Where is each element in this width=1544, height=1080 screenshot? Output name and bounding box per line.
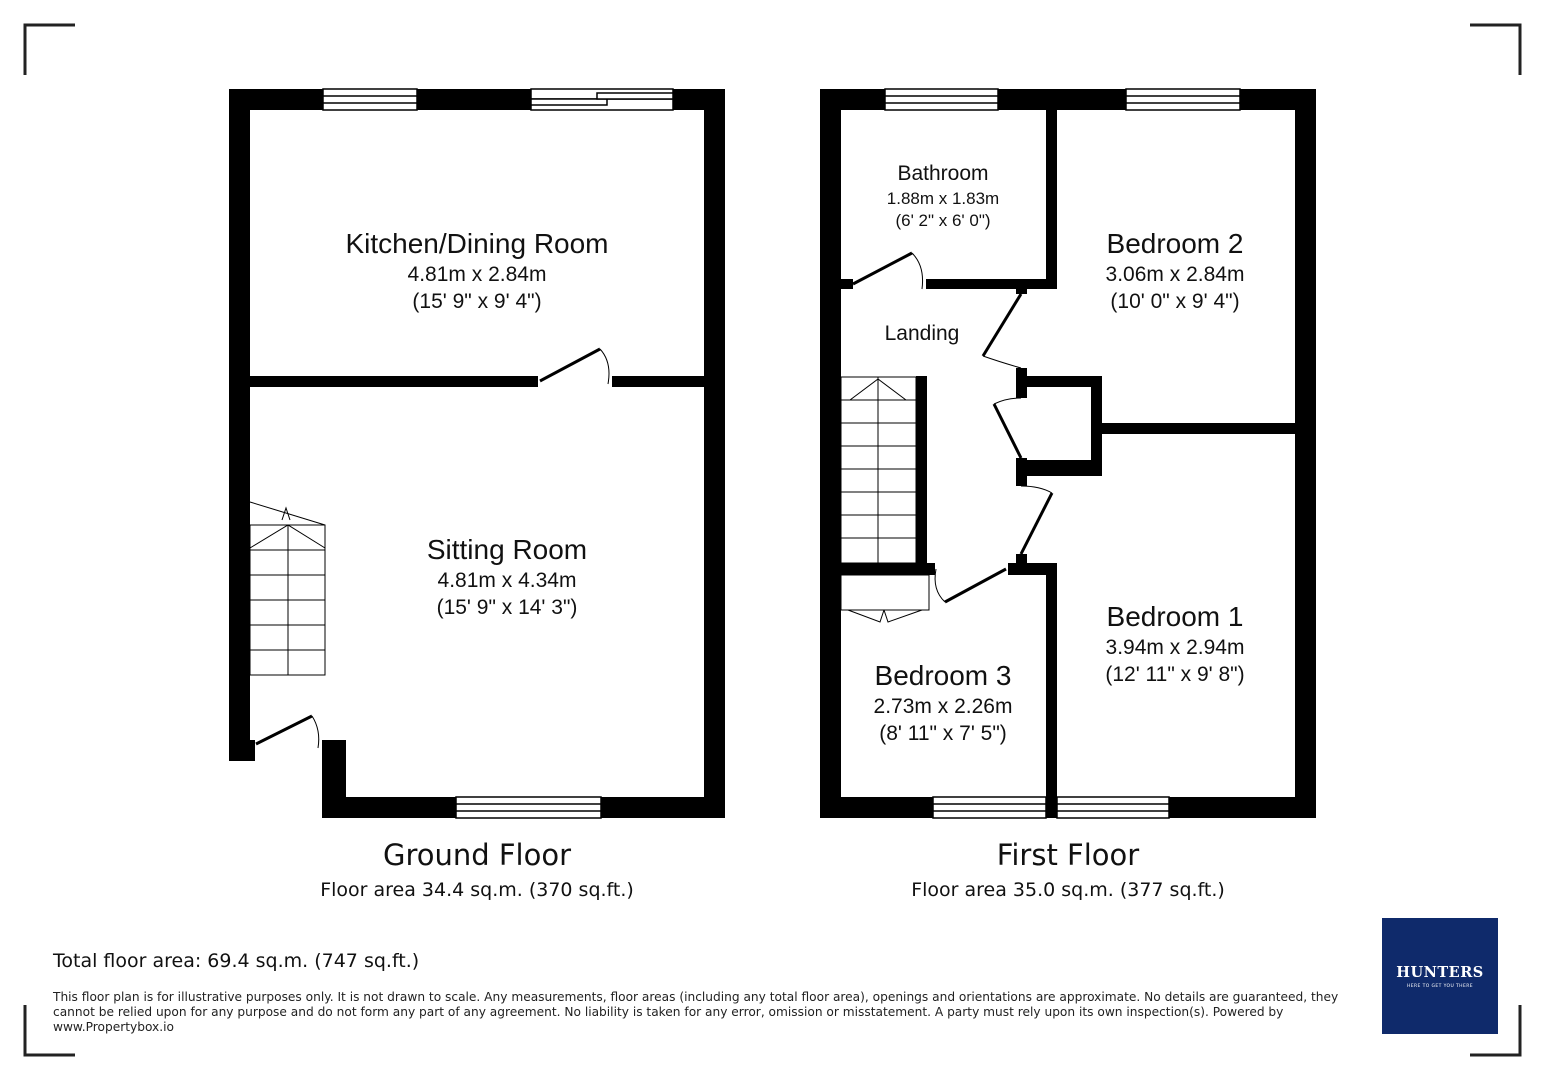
room-imperial: (12' 11" x 9' 8") [1105,663,1245,686]
room-name: Bedroom 1 [1106,601,1244,632]
room-name: Landing [884,322,960,345]
hunters-logo [1382,918,1498,1034]
ground-floor-stairs [250,502,325,675]
room-imperial: (10' 0" x 9' 4") [1110,290,1240,313]
logo-tagline: HERE TO GET YOU THERE [1407,983,1473,989]
room-metric: 2.73m x 2.26m [873,695,1013,718]
room-landing [885,322,960,345]
logo-name: HUNTERS [1396,963,1484,981]
room-imperial: (8' 11" x 7' 5") [879,722,1007,745]
room-imperial: (15' 9" x 9' 4") [412,290,542,313]
room-imperial: (6' 2" x 6' 0") [895,211,991,230]
room-name: Bathroom [897,162,989,185]
room-metric: 3.06m x 2.84m [1105,263,1245,286]
first-floor-title: First Floor [996,838,1140,872]
room-metric: 4.81m x 4.34m [437,569,577,592]
room-bedroom-1 [1105,601,1244,686]
room-name: Kitchen/Dining Room [345,228,609,259]
room-name: Sitting Room [426,534,588,565]
room-imperial: (15' 9" x 14' 3") [436,596,578,619]
first-floor-plan [820,89,1316,818]
room-bedroom-2 [1106,228,1245,313]
total-floor-area: Total floor area: 69.4 sq.m. (747 sq.ft.) [53,950,420,972]
crop-mark-top-right [1470,25,1520,75]
crop-mark-top-left [25,25,75,75]
ground-floor-windows [323,89,673,818]
ground-floor-title: Ground Floor [382,838,572,872]
room-metric: 1.88m x 1.83m [886,189,1000,208]
disclaimer-text: This floor plan is for illustrative purposes only. It is not drawn to scale. Any measurements, floor areas (including any total floor area), openings and orientations are approximate. No details are guaranteed, they cannot be relied upon for any purpose and do not form any part of any agreement. No liability is taken for any error, omission or misstatement. A party must rely upon its own inspection(s). Powered by www.Propertybox.io [53,990,1339,1034]
room-sitting [427,534,587,619]
room-metric: 4.81m x 2.84m [407,263,547,286]
bedroom3-wardrobe [841,575,929,622]
room-name: Bedroom 3 [874,660,1012,691]
room-bedroom-3 [874,660,1013,745]
room-kitchen-dining [345,228,608,313]
ground-floor-plan [229,89,725,818]
first-floor-doors [853,253,1052,602]
ground-floor-walls [229,89,725,818]
room-metric: 3.94m x 2.94m [1105,636,1245,659]
first-floor-stairs [841,377,916,563]
first-floor-area: Floor area 35.0 sq.m. (377 sq.ft.) [911,879,1225,901]
room-bathroom [887,162,999,230]
ground-floor-area: Floor area 34.4 sq.m. (370 sq.ft.) [320,879,634,901]
room-name: Bedroom 2 [1106,228,1244,259]
